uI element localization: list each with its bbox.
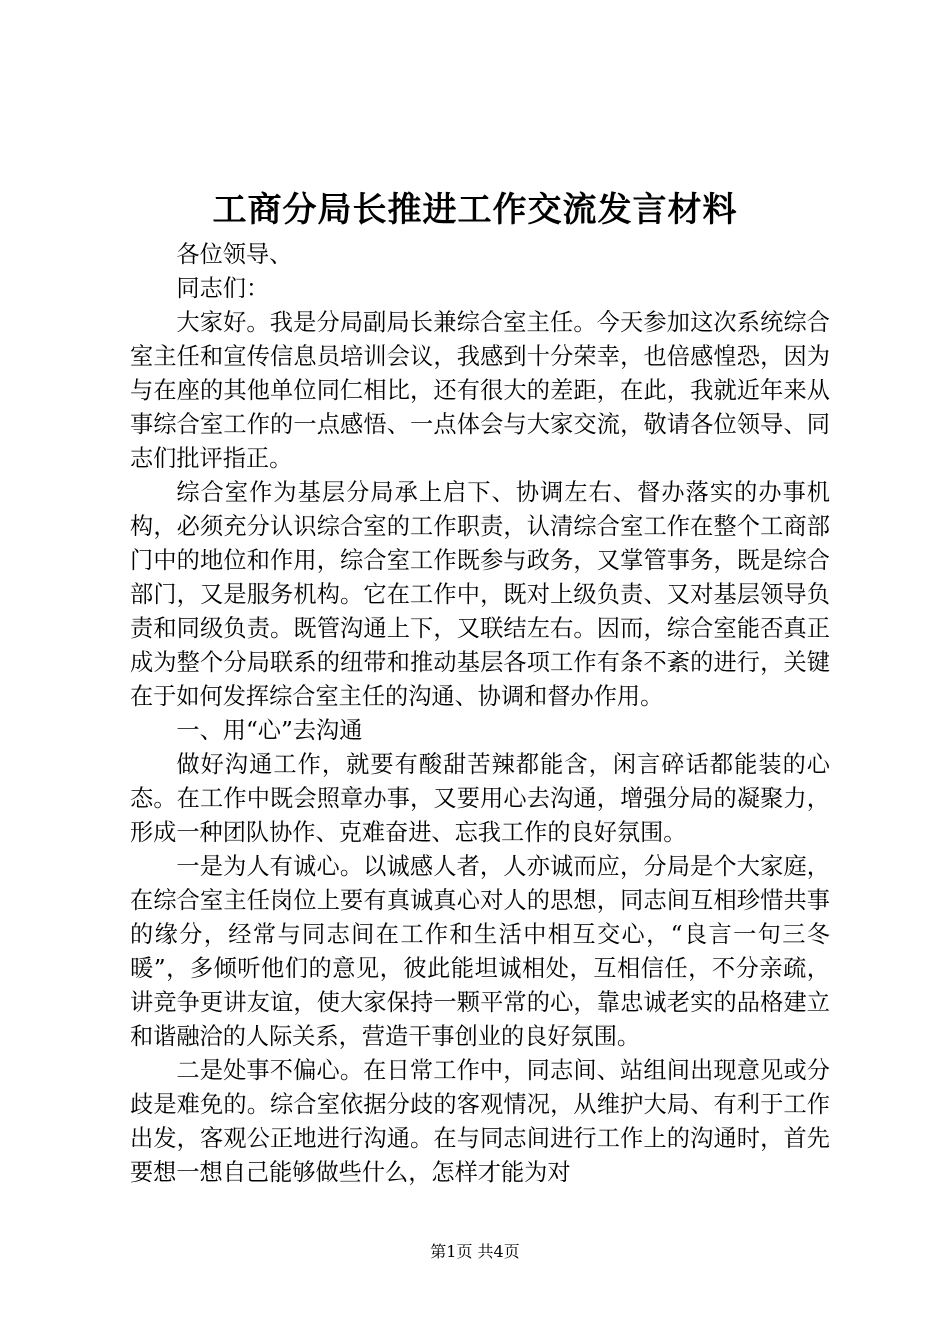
paragraph-sincerity: 一是为人有诚心。以诚感人者，人亦诚而应，分局是个大家庭，在综合室主任岗位上要有真诚真心对人的思想，同志间互相珍惜共事的缘分，经常与同志间在工作和生活中相互交心，“良言一句三冬暖”，多倾听他们的意见，彼此能坦诚相处，互相信任，不分亲疏，讲竞争更讲友谊，使大家保持一颗平常的心，靠忠诚老实的品格建立和谐融洽的人际关系，营造干事创业的良好氛围。: [130, 853, 830, 1050]
document-title: 工商分局长推进工作交流发言材料: [212, 190, 738, 230]
paragraph-intro: 大家好。我是分局副局长兼综合室主任。今天参加这次系统综合室主任和宣传信息员培训会议，我感到十分荣幸，也倍感惶恐，因为与在座的其他单位同仁相比，还有很大的差距，在此，我就近年来从事综合室工作的一点感悟、一点体会与大家交流，敬请各位领导、同志们批评指正。: [130, 309, 830, 472]
section-heading-1: 一、用“心”去沟通: [176, 717, 363, 744]
paragraph-office-role: 综合室作为基层分局承上启下、协调左右、督办落实的办事机构，必须充分认识综合室的工作职责，认清综合室工作在整个工商部门中的地位和作用，综合室工作既参与政务，又掌管事务，既是综合部门，又是服务机构。它在工作中，既对上级负责、又对基层领导负责和同级负责。既管沟通上下，又联结左右。因而，综合室能否真正成为整个分局联系的纽带和推动基层各项工作有条不紊的进行，关键在于如何发挥综合室主任的沟通、协调和督办作用。: [130, 479, 830, 710]
document-body: [130, 238, 830, 1190]
salutation-line-2: 同志们：: [176, 275, 270, 302]
paragraph-communication: 做好沟通工作，就要有酸甜苦辣都能含，闲言碎话都能装的心态。在工作中既会照章办事，又要用心去沟通，增强分局的凝聚力，形成一种团队协作、克难奋进、忘我工作的良好氛围。: [130, 751, 830, 846]
page-footer: 第1页 共4页: [430, 1242, 520, 1261]
salutation-line-1: 各位领导、: [176, 241, 293, 268]
paragraph-fairness: 二是处事不偏心。在日常工作中，同志间、站组间出现意见或分歧是难免的。综合室依据分歧的客观情况，从维护大局、有利于工作出发，客观公正地进行沟通。在与同志间进行工作上的沟通时，首先要想一想自己能够做些什么，怎样才能为对: [130, 1057, 830, 1186]
